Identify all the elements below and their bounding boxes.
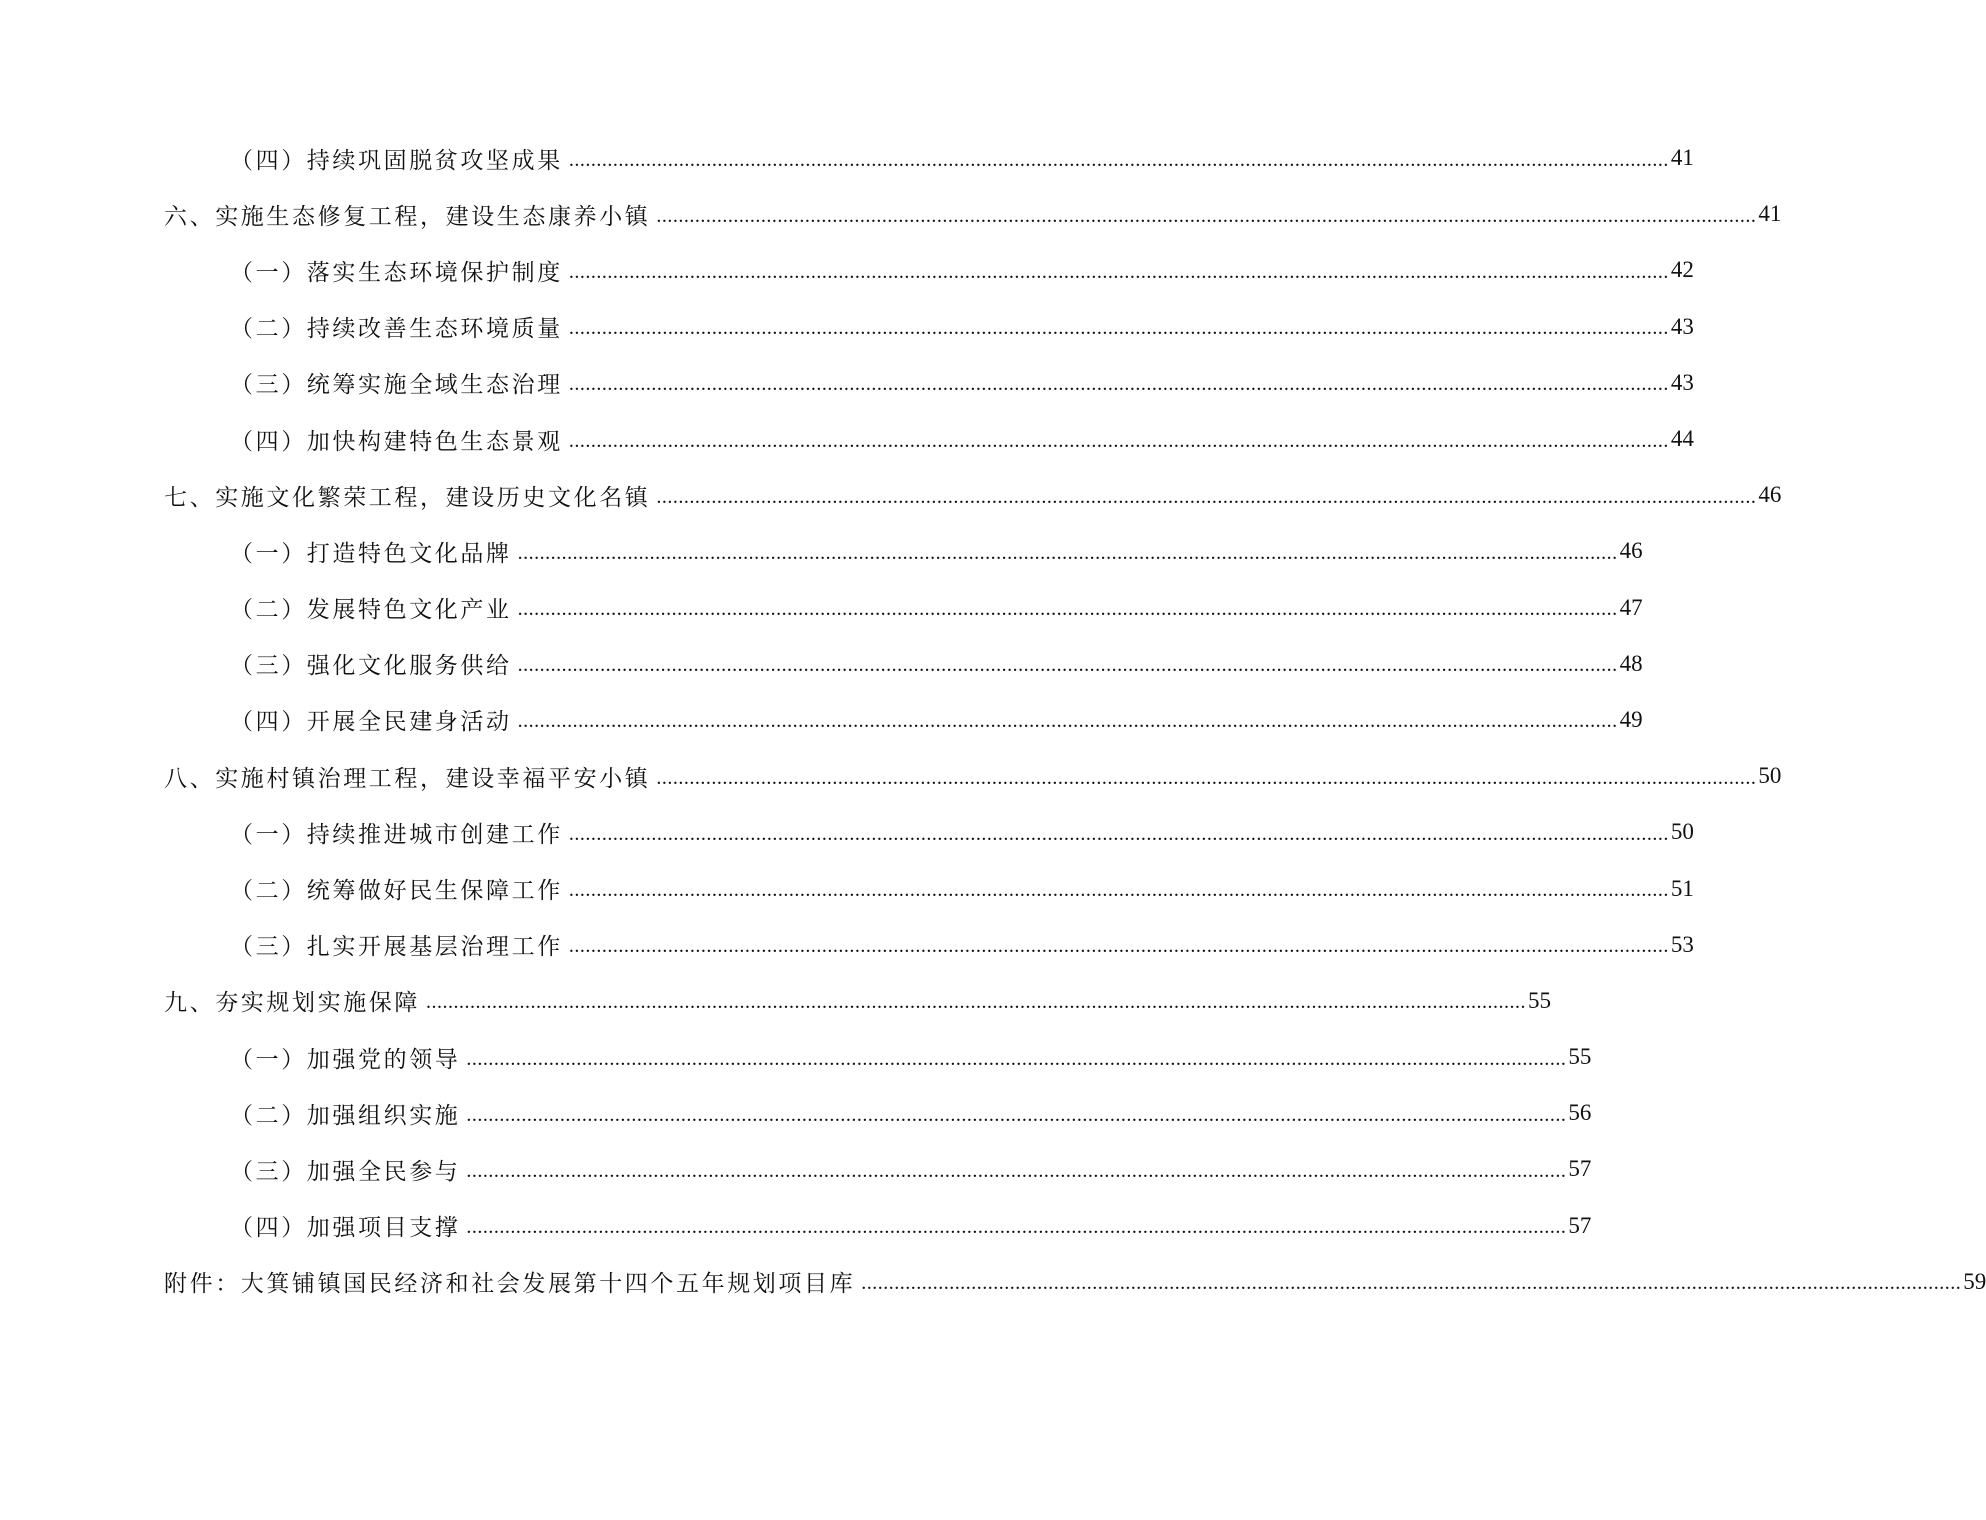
toc-entry-title: 九、夯实规划实施保障 xyxy=(164,990,420,1017)
toc-entry-title: 附件：大箕铺镇国民经济和社会发展第十四个五年规划项目库 xyxy=(164,1271,856,1298)
toc-dot-leader: ........................................................................................................................................................................................................ xyxy=(568,317,1669,340)
toc-entry[interactable] xyxy=(0,636,1643,692)
toc-entry-page-number: 55 xyxy=(1528,987,1551,1013)
toc-dot-leader: ........................................................................................................................................................................................................ xyxy=(466,1047,1567,1070)
toc-entry-page-number: 49 xyxy=(1619,706,1643,732)
toc-entry[interactable] xyxy=(0,1085,1592,1141)
toc-entry-title: 六、实施生态修复工程，建设生态康养小镇 xyxy=(164,203,651,230)
toc-entry-page-number: 41 xyxy=(1670,145,1694,171)
toc-dot-leader: ........................................................................................................................................................................................................ xyxy=(517,710,1618,733)
toc-entry-page-number: 43 xyxy=(1670,313,1694,339)
toc-dot-leader: ........................................................................................................................................................................................................ xyxy=(656,204,1757,227)
toc-entry-page-number: 53 xyxy=(1670,931,1694,957)
toc-dot-leader: ........................................................................................................................................................................................................ xyxy=(568,260,1669,283)
toc-entry-page-number: 57 xyxy=(1568,1212,1592,1238)
toc-entry-page-number: 57 xyxy=(1568,1156,1592,1182)
toc-entry-title: （一）打造特色文化品牌 xyxy=(230,540,512,567)
toc-entry-title: （二）发展特色文化产业 xyxy=(230,597,512,624)
toc-entry-page-number: 50 xyxy=(1758,763,1782,789)
toc-entry[interactable] xyxy=(0,186,1782,242)
toc-entry-page-number: 41 xyxy=(1758,201,1782,227)
toc-dot-leader: ........................................................................................................................................................................................................ xyxy=(568,373,1669,396)
toc-entry-title: （四）加快构建特色生态景观 xyxy=(230,428,563,455)
toc-entry[interactable] xyxy=(0,1198,1592,1254)
toc-entry[interactable] xyxy=(0,748,1782,804)
toc-entry-page-number: 56 xyxy=(1568,1100,1592,1126)
toc-entry[interactable] xyxy=(0,580,1643,636)
table-of-contents xyxy=(0,130,1986,1310)
toc-dot-leader: ........................................................................................................................................................................................................ xyxy=(426,991,1526,1014)
toc-entry[interactable] xyxy=(0,804,1694,860)
toc-entry[interactable] xyxy=(0,1254,1986,1310)
toc-entry[interactable] xyxy=(0,692,1643,748)
toc-entry[interactable] xyxy=(0,411,1694,467)
toc-entry-page-number: 59 xyxy=(1963,1268,1986,1294)
toc-dot-leader: ........................................................................................................................................................................................................ xyxy=(656,485,1757,508)
toc-entry-page-number: 55 xyxy=(1568,1044,1592,1070)
toc-entry-title: （三）强化文化服务供给 xyxy=(230,653,512,680)
toc-dot-leader: ........................................................................................................................................................................................................ xyxy=(568,879,1669,902)
toc-dot-leader: ........................................................................................................................................................................................................ xyxy=(466,1216,1567,1239)
toc-dot-leader: ........................................................................................................................................................................................................ xyxy=(656,766,1757,789)
toc-entry-title: （四）开展全民建身活动 xyxy=(230,709,512,736)
toc-entry[interactable] xyxy=(0,355,1694,411)
toc-entry-title: （一）持续推进城市创建工作 xyxy=(230,821,563,848)
toc-entry-title: （一）加强党的领导 xyxy=(230,1046,461,1073)
toc-entry-page-number: 44 xyxy=(1670,426,1694,452)
toc-dot-leader: ........................................................................................................................................................................................................ xyxy=(517,541,1618,564)
toc-entry-title: （二）加强组织实施 xyxy=(230,1102,461,1129)
toc-entry-page-number: 43 xyxy=(1670,369,1694,395)
toc-entry-page-number: 47 xyxy=(1619,594,1643,620)
toc-entry-title: （四）持续巩固脱贫攻坚成果 xyxy=(230,147,563,174)
toc-dot-leader: ........................................................................................................................................................................................................ xyxy=(568,148,1669,171)
toc-dot-leader: ........................................................................................................................................................................................................ xyxy=(568,822,1669,845)
toc-dot-leader: ........................................................................................................................................................................................................ xyxy=(466,1103,1567,1126)
toc-entry[interactable] xyxy=(0,523,1643,579)
toc-dot-leader: ........................................................................................................................................................................................................ xyxy=(861,1272,1962,1295)
toc-entry[interactable] xyxy=(0,130,1694,186)
toc-entry[interactable] xyxy=(0,917,1694,973)
toc-dot-leader: ........................................................................................................................................................................................................ xyxy=(568,429,1669,452)
toc-entry[interactable] xyxy=(0,299,1694,355)
toc-dot-leader: ........................................................................................................................................................................................................ xyxy=(568,935,1669,958)
toc-entry[interactable] xyxy=(0,242,1694,298)
toc-entry-page-number: 48 xyxy=(1619,650,1643,676)
toc-entry[interactable] xyxy=(0,860,1694,916)
toc-entry-title: （二）统筹做好民生保障工作 xyxy=(230,878,563,905)
toc-entry-title: （三）扎实开展基层治理工作 xyxy=(230,934,563,961)
toc-entry[interactable] xyxy=(0,467,1782,523)
toc-dot-leader: ........................................................................................................................................................................................................ xyxy=(466,1159,1567,1182)
toc-entry-title: （四）加强项目支撑 xyxy=(230,1215,461,1242)
toc-entry[interactable] xyxy=(0,973,1551,1029)
toc-entry-title: （三）加强全民参与 xyxy=(230,1158,461,1185)
toc-entry-title: 八、实施村镇治理工程，建设幸福平安小镇 xyxy=(164,765,651,792)
toc-entry-page-number: 46 xyxy=(1758,482,1782,508)
toc-entry[interactable] xyxy=(0,1029,1592,1085)
toc-entry[interactable] xyxy=(0,1141,1592,1197)
toc-dot-leader: ........................................................................................................................................................................................................ xyxy=(517,598,1618,621)
toc-entry-page-number: 50 xyxy=(1670,819,1694,845)
toc-entry-title: 七、实施文化繁荣工程，建设历史文化名镇 xyxy=(164,484,651,511)
toc-entry-title: （二）持续改善生态环境质量 xyxy=(230,316,563,343)
toc-entry-page-number: 46 xyxy=(1619,538,1643,564)
toc-dot-leader: ........................................................................................................................................................................................................ xyxy=(517,654,1618,677)
toc-entry-page-number: 51 xyxy=(1670,875,1694,901)
toc-entry-title: （一）落实生态环境保护制度 xyxy=(230,259,563,286)
toc-entry-page-number: 42 xyxy=(1670,257,1694,283)
toc-entry-title: （三）统筹实施全域生态治理 xyxy=(230,372,563,399)
